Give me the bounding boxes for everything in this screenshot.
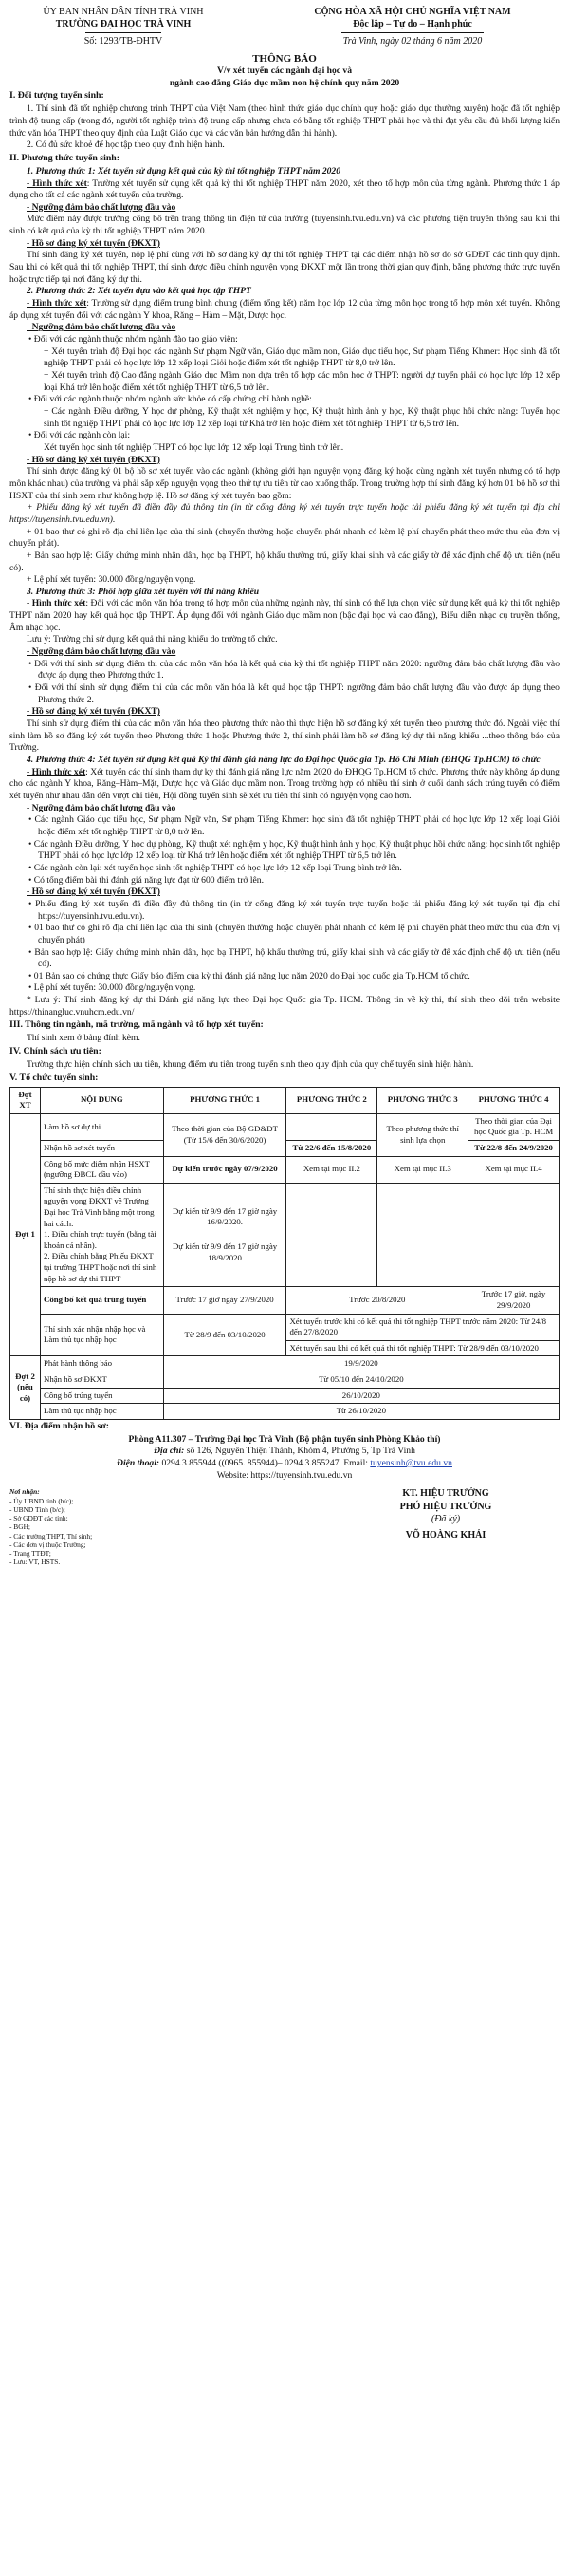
website-line[interactable]: Website: https://tuyensinh.tvu.edu.vn xyxy=(216,1469,353,1481)
method-2-r4: + Lệ phí xét tuyển: 30.000 đồng/nguyện vọng. xyxy=(27,574,196,586)
method-3-b2: • Đối với thí sinh sử dụng điểm thi của các môn văn hóa là kết quả học tập THPT: ngưỡng đảm bảo chất lượng đầu vào được áp dụng theo Phương thức 2. xyxy=(28,682,560,705)
section-2-heading: II. Phương thức tuyển sinh: xyxy=(9,152,119,163)
cell: Trước 17 giờ ngày 27/9/2020 xyxy=(163,1287,286,1314)
cell: Xét tuyển trước khi có kết quả thi tốt nghiệp THPT trước năm 2020: Từ 24/8 đến 27/8/2020 xyxy=(286,1314,560,1340)
col-method-2: PHƯƠNG THỨC 2 xyxy=(286,1087,377,1113)
row-label: Nhận hồ sơ xét tuyển xyxy=(40,1140,163,1156)
cell: Dự kiến trước ngày 07/9/2020 xyxy=(163,1156,286,1183)
method-3-note: Lưu ý: Trường chỉ sử dụng kết quả thi năng khiếu do trường tổ chức. xyxy=(27,634,278,645)
label: - Hình thức xét xyxy=(27,598,86,609)
method-2-b2: • Đối với các ngành thuộc nhóm ngành sức khỏe có cấp chứng chỉ hành nghề: xyxy=(28,394,312,405)
method-4-r5: • Lệ phí xét tuyển: 30.000 đồng/nguyện vọng. xyxy=(28,982,196,994)
sign-title-1: KT. HIỆU TRƯỞNG xyxy=(402,1488,489,1500)
section-5-heading: V. Tổ chức tuyển sinh: xyxy=(9,1072,99,1083)
document-date: Trà Vinh, ngày 02 tháng 6 năm 2020 xyxy=(342,36,483,47)
divider xyxy=(85,32,161,33)
row-label: Công bố mức điểm nhận HSXT (ngưỡng ĐBCL đầu vào) xyxy=(40,1156,163,1183)
method-4-r1: • Phiếu đăng ký xét tuyển đã điền đầy đủ thông tin (in từ cổng đăng ký xét tuyển trực tuyến hoặc tải phiếu đăng ký xét tuyển tại địa chỉ https://tuyensinh.tvu.edu.vn). xyxy=(28,898,560,922)
text: 01 bao thư có ghi rõ địa chỉ liên lạc của thí sinh (chuyển thường hoặc chuyển phát nhanh có kèm lệ phí chuyển phát theo mức thu của đơn vị chuyển phát) xyxy=(34,923,560,945)
table-row xyxy=(10,1314,560,1340)
document-header xyxy=(9,6,560,48)
document-number: Số: 1293/TB-ĐHTV xyxy=(83,36,163,47)
section-4-heading: IV. Chính sách ưu tiên: xyxy=(9,1046,101,1057)
method-2-b2a: + Các ngành Điều dưỡng, Y học dự phòng, Kỹ thuật xét nghiệm y học, Kỹ thuật hình ảnh y học, Kỹ thuật phục hồi chức năng: Tuyển học sinh tốt nghiệp THPT phải có học lực lớp 12 xếp loại từ Khá trở lên hoặc điểm xét tốt nghiệp THPT từ 6,5 trở lên. xyxy=(44,405,560,429)
method-1-reg-label: - Hồ sơ đăng ký xét tuyển (ĐKXT) xyxy=(27,237,160,249)
national-motto: Độc lập – Tự do – Hạnh phúc xyxy=(353,19,472,30)
recipient: - Các trường THPT, Thí sinh; xyxy=(9,1531,93,1540)
cell: 26/10/2020 xyxy=(163,1388,559,1404)
method-4-form xyxy=(9,767,560,803)
table-row xyxy=(10,1388,560,1404)
section-1-heading: I. Đối tượng tuyển sinh: xyxy=(9,90,104,102)
cell: Xem tại mục II.3 xyxy=(377,1156,468,1183)
text: : Đối với các môn văn hóa trong tổ hợp môn của những ngành này, thí sinh có thể lựa chọn việc sử dụng kết quả kỳ thi tốt nghiệp THPT năm 2020 hay kết quả học tập THPT. Áp dụng đối với ngành Giáo dục mầm non (bậc đại học và cao đẳng), Biểu diễn nhạc cụ truyền thống, Âm nhạc học. xyxy=(9,598,560,633)
cell: Theo thời gian của Bộ GD&ĐT (Từ 15/6 đến 30/6/2020) xyxy=(163,1113,286,1156)
col-content: NỘI DUNG xyxy=(40,1087,163,1113)
table-row xyxy=(10,1183,560,1286)
recipient: - Lưu: VT, HSTS. xyxy=(9,1558,61,1567)
cell: Trước 17 giờ, ngày 29/9/2020 xyxy=(468,1287,560,1314)
cell: Trước 20/8/2020 xyxy=(286,1287,468,1314)
cell xyxy=(468,1183,560,1286)
method-2-floor-label: - Ngưỡng đảm bảo chất lượng đầu vào xyxy=(27,322,176,333)
row-label: Làm thủ tục nhập học xyxy=(40,1404,163,1420)
title-main: THÔNG BÁO xyxy=(252,52,317,65)
text: Đối với các ngành thuộc nhóm ngành đào tạo giáo viên: xyxy=(33,334,238,345)
section-6-heading: VI. Địa điểm nhận hồ sơ: xyxy=(9,1420,110,1431)
table-row xyxy=(10,1372,560,1388)
method-2-title: 2. Phương thức 2: Xét tuyển dựa vào kết quả học tập THPT xyxy=(27,286,251,297)
recipient: - Các đơn vị thuộc Trường; xyxy=(9,1540,86,1549)
title-sub-2: ngành cao đẳng Giáo dục mầm non hệ chính quy năm 2020 xyxy=(169,77,400,88)
contact-block xyxy=(9,1434,560,1483)
row-label: Công bố trúng tuyển xyxy=(40,1388,163,1404)
recipients-block xyxy=(9,1487,152,1566)
text: Đối với thí sinh sử dụng điểm thi của các môn văn hóa là kết quả của kỳ thi tốt nghiệp THPT năm 2020: ngưỡng đảm bảo chất lượng đầu vào được áp dụng theo Phương thức 1. xyxy=(34,658,560,681)
cell: Từ 22/6 đến 15/8/2020 xyxy=(286,1140,377,1156)
cell: Xem tại mục II.4 xyxy=(468,1156,560,1183)
email-link[interactable]: tuyensinh@tvu.edu.vn xyxy=(370,1458,452,1468)
sign-title-2: PHÓ HIỆU TRƯỞNG xyxy=(399,1501,492,1512)
cell: Từ 28/9 đến 03/10/2020 xyxy=(163,1314,286,1356)
method-3-reg-text: Thí sinh sử dụng điểm thi của các môn văn hóa theo phương thức nào thì thực hiện hồ sơ đăng ký xét tuyển theo phương thức đó. Ngoài việc thí sinh làm hồ sơ đăng ký xét tuyển theo Phương thức 1 hoặc Phương thức 2, thí sinh phải làm hồ sơ đăng ký dự thi năng khiếu ...theo thông báo của Trường. xyxy=(9,719,560,754)
method-2-r3: + Bản sao hợp lệ: Giấy chứng minh nhân dân, học bạ THPT, hộ khẩu thường trú, giấy khai sinh và các giấy tờ để xác định chế độ ưu tiên (nếu có). xyxy=(9,550,560,573)
section-1-p1: 1. Thí sinh đã tốt nghiệp chương trình THPT của Việt Nam (theo hình thức giáo dục chính quy hoặc giáo dục thường xuyên) hoặc đã tốt nghiệp trình độ trung cấp (trong đó, người tốt nghiệp trình độ trung cấp nhưng chưa có bằng tốt nghiệp THPT phải học và thi đạt yêu cầu đủ khối lượng kiến thức văn hóa THPT theo quy định của Luật Giáo dục và các văn bản hướng dẫn thi hành). xyxy=(9,103,560,139)
text: số 126, Nguyễn Thiện Thành, Khóm 4, Phường 5, Tp Trà Vinh xyxy=(184,1446,415,1457)
issuer-block xyxy=(9,6,237,48)
cell: Xét tuyển sau khi có kết quả thi tốt nghiệp THPT: Từ 28/9 đến 03/10/2020 xyxy=(286,1340,560,1356)
text: Các ngành Điều dưỡng, Y học dự phòng, Kỹ thuật xét nghiệm y học, Kỹ thuật hình ảnh y học, Kỹ thuật phục hồi chức năng: học sinh tốt nghiệp THPT phải có học lực lớp 12 xếp loại từ Khá trở lên hoặc điểm xét tốt nghiệp THPT từ 6,5 trở lên. xyxy=(33,838,560,862)
method-4-r4: • 01 Bản sao có chứng thực Giấy báo điểm của kỳ thi đánh giá năng lực năm 2020 do Đại học quốc gia Tp.HCM tổ chức. xyxy=(28,970,470,981)
label: Điện thoại: xyxy=(117,1458,160,1468)
method-4-r2: • 01 bao thư có ghi rõ địa chỉ liên lạc của thí sinh (chuyển thường hoặc chuyển phát nhanh có kèm lệ phí chuyển phát theo mức thu của đơn vị chuyển phát) xyxy=(28,923,560,945)
text: Đối với thí sinh sử dụng điểm thi của các môn văn hóa là kết quả học tập THPT: ngưỡng đảm bảo chất lượng đầu vào được áp dụng theo Phương thức 2. xyxy=(34,682,560,705)
text: Phiếu đăng ký xét tuyển đã điền đầy đủ thông tin (in từ cổng đăng ký xét tuyển trực tuyến hoặc tải phiếu đăng ký xét tuyển tại địa chỉ https://tuyensinh.tvu.edu.vn). xyxy=(35,898,560,922)
section-3-heading: III. Thông tin ngành, mã trường, mã ngành và tổ hợp xét tuyển: xyxy=(9,1019,264,1031)
signature-block xyxy=(332,1487,560,1566)
method-3-form xyxy=(9,598,560,634)
section-3-text: Thí sinh xem ở bảng đính kèm. xyxy=(27,1033,140,1044)
text: 0294.3.855944 ((0965. 855944)– 0294.3.855247. Email: xyxy=(159,1458,368,1468)
cell: Theo thời gian của Đại học Quốc gia Tp. HCM xyxy=(468,1113,560,1140)
row-label: Công bố kết quả trúng tuyển xyxy=(40,1287,163,1314)
method-2-r1: + Phiếu đăng ký xét tuyển đã điền đầy đủ thông tin (in từ cổng đăng ký xét tuyển trực tuyến hoặc tải phiếu đăng ký xét tuyển tại địa chỉ https://tuyensinh.tvu.edu.vn). xyxy=(9,502,560,525)
method-2-b1: • Đối với các ngành thuộc nhóm ngành đào tạo giáo viên: xyxy=(28,334,238,345)
row-label xyxy=(40,1183,163,1286)
table-header-row xyxy=(10,1087,560,1113)
table-row xyxy=(10,1113,560,1140)
method-2-b1b: + Xét tuyển trình độ Cao đẳng ngành Giáo dục Mầm non dựa trên tổ hợp các môn học ở THPT: người dự tuyển phải có học lực lớp 12 xếp loại Khá trở lên hoặc điểm xét tốt nghiệp THPT từ 6,5 trở lên. xyxy=(44,370,560,393)
document-footer xyxy=(9,1487,560,1566)
cell-b: Dự kiến từ 9/9 đến 17 giờ ngày 18/9/2020 xyxy=(172,1241,278,1262)
method-4-note: * Lưu ý: Thí sinh đăng ký dự thi Đánh giá năng lực theo Đại học Quốc gia Tp. HCM. Thông tin về kỳ thi, thí sinh theo dõi trên website https://thinangluc.vnuhcm.edu.vn/ xyxy=(9,995,560,1017)
recipients-title: Nơi nhận: xyxy=(9,1487,40,1497)
method-3-b1: • Đối với thí sinh sử dụng điểm thi của các môn văn hóa là kết quả của kỳ thi tốt nghiệp THPT năm 2020: ngưỡng đảm bảo chất lượng đầu vào được áp dụng theo Phương thức 1. xyxy=(28,658,560,681)
method-3-title: 3. Phương thức 3: Phối hợp giữa xét tuyển với thi năng khiếu xyxy=(27,586,260,597)
row-label: Thí sinh xác nhận nhập học và Làm thủ tục nhập học xyxy=(40,1314,163,1356)
cell xyxy=(163,1183,286,1286)
cell xyxy=(286,1183,377,1286)
document-title xyxy=(9,52,560,90)
recipient: - Trang TTĐT; xyxy=(9,1549,51,1559)
signed-note: (Đã ký) xyxy=(431,1513,461,1524)
text: Bản sao hợp lệ: Giấy chứng minh nhân dân, học bạ THPT, hộ khẩu thường trú, giấy khai sinh và các giấy tờ để xác định chế độ ưu tiên (nếu có). xyxy=(34,946,560,970)
section-4-text: Trường thực hiện chính sách ưu tiên, khung điểm ưu tiên trong tuyển sinh theo quy định của quy chế tuyển sinh hiện hành. xyxy=(27,1058,474,1070)
method-1-title: 1. Phương thức 1: Xét tuyển sử dụng kết quả của kỳ thi tốt nghiệp THPT năm 2020 xyxy=(27,165,341,177)
method-2-form xyxy=(9,298,560,322)
text: Các ngành còn lại: xét tuyển học sinh tốt nghiệp THPT có học lực lớp 12 xếp loại Trung bình trở lên. xyxy=(33,862,402,873)
signer-name: VÕ HOÀNG KHẢI xyxy=(405,1529,486,1540)
cell xyxy=(377,1183,468,1286)
method-4-b1: • Các ngành Giáo dục tiểu học, Sư phạm Ngữ văn, Sư phạm Tiếng Khmer: học sinh đã tốt nghiệp THPT phải có học lực lớp 12 xếp loại Giỏi hoặc điểm xét tốt nghiệp THPT từ 8,0 trở lên. xyxy=(28,814,560,837)
text: : Trường sử dụng điểm trung bình chung (điểm tổng kết) năm học lớp 12 của từng môn học trong tổ hợp môn xét tuyển. Không áp dụng xét tuyển đối với các ngành Y khoa, Răng – Hàm – Mặt, Dược học. xyxy=(9,298,560,321)
method-1-reg-text: Thí sinh đăng ký xét tuyển, nộp lệ phí cùng với hồ sơ đăng ký dự thi tốt nghiệp THPT tại các điểm nhận hồ sơ do sở GDĐT các tỉnh quy định. Sau khi có kết quả thi tốt nghiệp THPT, thí sinh được điều chỉnh nguyện vọng ĐKXT một lần trong thời gian quy định, bằng phương thức trực tuyến hoặc trực tiếp tại nơi đăng ký dự thi. xyxy=(9,250,560,285)
label: - Hình thức xét xyxy=(27,766,86,777)
text: Đối với các ngành còn lại: xyxy=(33,430,131,441)
title-sub-1: V/v xét tuyển các ngành đại học và xyxy=(216,65,353,77)
label: - Hình thức xét xyxy=(27,298,87,309)
method-2-b1a: + Xét tuyển trình độ Đại học các ngành Sư phạm Ngữ văn, Giáo dục mầm non, Giáo dục tiểu học, Sư phạm Tiếng Khmer: Học sinh đã tốt nghiệp THPT phải có học lực lớp 12 xếp loại Giỏi hoặc điểm xét tốt nghiệp THPT từ 8,0 trở lên. xyxy=(44,345,560,369)
agency-name: ỦY BAN NHÂN DÂN TỈNH TRÀ VINH xyxy=(43,7,204,17)
text: Lệ phí xét tuyển: 30.000 đồng/nguyện vọng. xyxy=(33,982,196,994)
text: : Trường xét tuyển sử dụng kết quả kỳ thi tốt nghiệp THPT năm 2020, xét theo tổ hợp môn của từng ngành. Phương thức 1 áp dụng cho tất cả các ngành xét tuyển của trường. xyxy=(9,177,560,201)
method-1-floor-label: - Ngưỡng đảm bảo chất lượng đầu vào xyxy=(27,201,176,213)
method-4-reg-label: - Hồ sơ đăng ký xét tuyển (ĐKXT) xyxy=(27,887,160,898)
text: Các ngành Giáo dục tiểu học, Sư phạm Ngữ văn, Sư phạm Tiếng Khmer: học sinh đã tốt nghiệp THPT phải có học lực lớp 12 xếp loại Giỏi hoặc điểm xét tốt nghiệp THPT từ 8,0 trở lên. xyxy=(34,814,560,837)
schedule-table xyxy=(9,1087,560,1420)
text: Có tổng điểm bài thi đánh giá năng lực đạt từ 600 điểm trở lên. xyxy=(33,874,264,886)
table-row xyxy=(10,1356,560,1372)
col-round: Đợt XT xyxy=(10,1087,41,1113)
text: 01 Bản sao có chứng thực Giấy báo điểm của kỳ thi đánh giá năng lực năm 2020 do Đại học quốc gia Tp.HCM tổ chức. xyxy=(33,970,470,981)
recipient: - Ủy UBND tỉnh (b/c); xyxy=(9,1496,74,1505)
country-name: CỘNG HÒA XÃ HỘI CHỦ NGHĨA VIỆT NAM xyxy=(314,7,511,17)
row-label-b: 1. Điều chỉnh trực tuyến (bằng tài khoản cá nhân). xyxy=(43,1229,156,1250)
row-label: Phát hành thông báo xyxy=(40,1356,163,1372)
table-row xyxy=(10,1156,560,1183)
recipient: - Sở GDĐT các tỉnh; xyxy=(9,1514,68,1523)
method-2-reg-label: - Hồ sơ đăng ký xét tuyển (ĐKXT) xyxy=(27,454,160,465)
round-2-cell: Đợt 2 (nếu có) xyxy=(10,1356,41,1419)
text: : Xét tuyển các thí sinh tham dự kỳ thi đánh giá năng lực năm 2020 do ĐHQG Tp.HCM tổ chức. Phương thức này không áp dụng cho các ngành Y khoa, Răng–Hàm–Mặt, Dược học và Giáo dục mầm non. Trong trường hợp có nhiều thí sinh ở cuối danh sách trúng tuyển có điểm xét tuyển như nhau dẫn đến vượt chỉ tiêu, Hội đồng tuyển sinh sẽ xét ưu tiên thí sinh có nguyện vọng cao hơn. xyxy=(9,766,560,801)
table-row xyxy=(10,1404,560,1420)
document-page xyxy=(9,0,560,1567)
recipient: - BGH; xyxy=(9,1522,30,1532)
method-4-r3: • Bản sao hợp lệ: Giấy chứng minh nhân dân, học bạ THPT, hộ khẩu thường trú, giấy khai sinh và các giấy tờ để xác định chế độ ưu tiên (nếu có). xyxy=(28,946,560,970)
round-1-cell: Đợt 1 xyxy=(10,1113,41,1356)
cell xyxy=(286,1113,377,1140)
col-method-3: PHƯƠNG THỨC 3 xyxy=(377,1087,468,1113)
table-row xyxy=(10,1287,560,1314)
method-4-title: 4. Phương thức 4: Xét tuyển sử dụng kết quả Kỳ thi đánh giá năng lực do Đại học Quốc gia Tp. Hồ Chí Minh (ĐHQG Tp.HCM) tổ chức xyxy=(27,755,541,766)
cell-a: Dự kiến từ 9/9 đến 17 giờ ngày 16/9/2020. xyxy=(172,1205,278,1227)
cell: 19/9/2020 xyxy=(163,1356,559,1372)
col-method-4: PHƯƠNG THỨC 4 xyxy=(468,1087,560,1113)
method-1-floor-text: Mức điểm này được trường công bố trên trang thông tin điện tử của trường (tuyensinh.tvu.edu.vn) và các phương tiện truyền thông sau khi thí sinh có kết quả của kỳ thi tốt nghiệp THPT năm 2020. xyxy=(9,214,560,237)
row-label: Nhận hồ sơ ĐKXT xyxy=(40,1372,163,1388)
cell: Xem tại mục II.2 xyxy=(286,1156,377,1183)
cell: Từ 26/10/2020 xyxy=(163,1404,559,1420)
method-2-r2: + 01 bao thư có ghi rõ địa chỉ liên lạc của thí sinh (chuyển thường hoặc chuyển phát nhanh có kèm lệ phí chuyển phát theo mức thu của đơn vị chuyển phát). xyxy=(9,526,560,550)
method-2-b3a: Xét tuyển học sinh tốt nghiệp THPT có học lực lớp 12 xếp loại Trung bình trở lên. xyxy=(44,441,344,453)
divider xyxy=(341,32,484,33)
method-3-floor-label: - Ngưỡng đảm bảo chất lượng đầu vào xyxy=(27,646,176,658)
text: Đối với các ngành thuộc nhóm ngành sức khỏe có cấp chứng chỉ hành nghề: xyxy=(33,394,312,405)
method-1-form xyxy=(9,178,560,202)
method-4-b4: • Có tổng điểm bài thi đánh giá năng lực đạt từ 600 điểm trở lên. xyxy=(28,874,264,886)
row-label-a: Thí sinh thực hiện điều chỉnh nguyện vọng ĐKXT về Trường Đại học Trà Vinh bằng một trong hai cách: xyxy=(43,1185,155,1228)
method-4-floor-label: - Ngưỡng đảm bảo chất lượng đầu vào xyxy=(27,802,176,813)
row-label: Làm hồ sơ dự thi xyxy=(40,1113,163,1140)
label: - Hình thức xét xyxy=(27,177,87,189)
cell: Theo phương thức thí sinh lựa chọn xyxy=(377,1113,468,1156)
office: Phòng A11.307 – Trường Đại học Trà Vinh (Bộ phận tuyển sinh Phòng Khảo thí) xyxy=(128,1433,441,1445)
recipient: - UBND Tỉnh (b/c); xyxy=(9,1504,65,1514)
method-4-b3: • Các ngành còn lại: xét tuyển học sinh tốt nghiệp THPT có học lực lớp 12 xếp loại Trung bình trở lên. xyxy=(28,862,402,873)
cell: Từ 22/8 đến 24/9/2020 xyxy=(468,1140,560,1156)
school-name: TRƯỜNG ĐẠI HỌC TRÀ VINH xyxy=(55,19,192,30)
method-4-b2: • Các ngành Điều dưỡng, Y học dự phòng, Kỹ thuật xét nghiệm y học, Kỹ thuật hình ảnh y học, Kỹ thuật phục hồi chức năng: học sinh tốt nghiệp THPT phải có học lực lớp 12 xếp loại từ Khá trở lên hoặc điểm xét tốt nghiệp THPT từ 6,5 trở lên. xyxy=(28,838,560,862)
method-2-reg-text: Thí sinh được đăng ký 01 bộ hồ sơ xét tuyển vào các ngành (không giới hạn nguyện vọng đăng ký hoặc cùng ngành xét tuyển nhưng có tổ hợp môn khác nhau) của trường và phải sắp xếp nguyện vọng theo thứ tự ưu tiên từ cao xuống thấp. Trong trường hợp thí sinh đăng ký hơn 01 bộ hồ sơ thì HSXT của thí sinh xem như không hợp lệ. Hồ sơ đăng ký xét tuyển bao gồm: xyxy=(9,466,560,501)
row-label-c: 2. Điều chỉnh bằng Phiếu ĐKXT tại trường THPT hoặc nơi thí sinh nộp hồ sơ dự thi THPT xyxy=(43,1251,157,1283)
section-1-p2: 2. Có đủ sức khoẻ để học tập theo quy định hiện hành. xyxy=(27,140,225,151)
method-2-b3: • Đối với các ngành còn lại: xyxy=(28,430,131,441)
address-line xyxy=(9,1446,560,1458)
cell: Từ 05/10 đến 24/10/2020 xyxy=(163,1372,559,1388)
col-method-1: PHƯƠNG THỨC 1 xyxy=(163,1087,286,1113)
national-block xyxy=(266,6,560,48)
method-3-reg-label: - Hồ sơ đăng ký xét tuyển (ĐKXT) xyxy=(27,706,160,718)
phone-line xyxy=(9,1458,560,1470)
label: Địa chỉ: xyxy=(154,1446,185,1457)
